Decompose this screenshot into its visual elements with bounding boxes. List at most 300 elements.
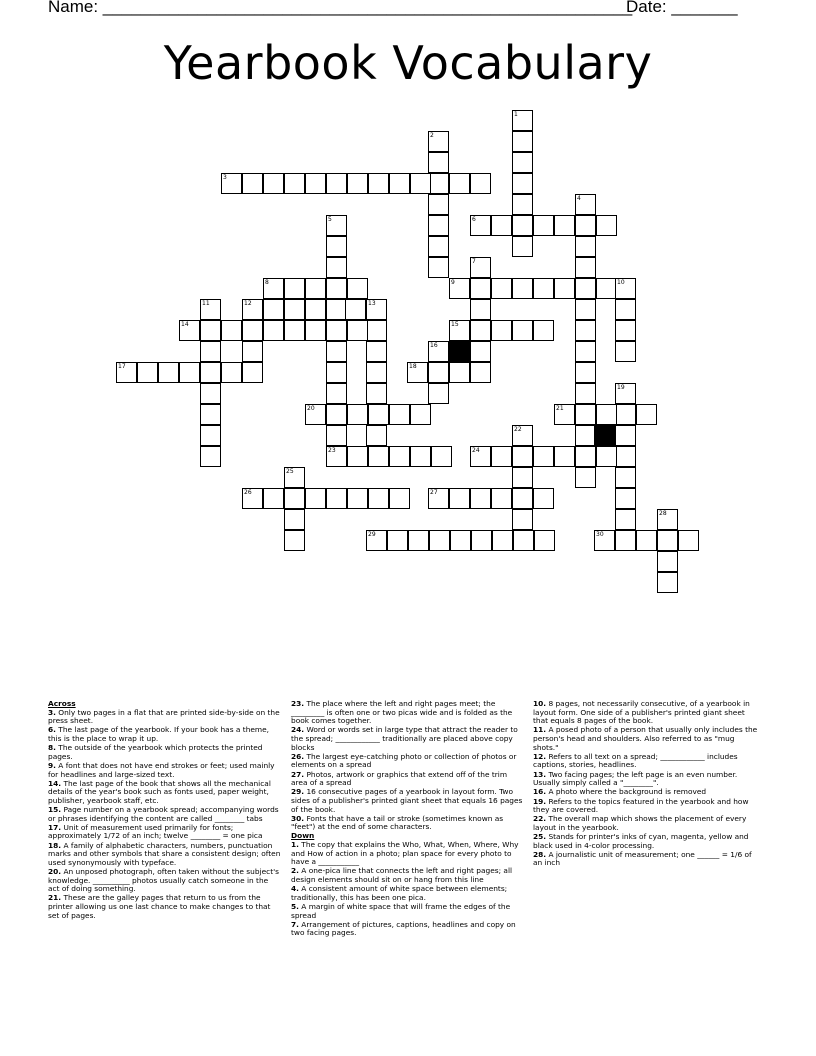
clue-item <box>291 867 523 884</box>
clue-number-label: 10 <box>617 279 625 286</box>
grid-cell[interactable] <box>347 488 368 509</box>
grid-cell[interactable] <box>513 530 534 551</box>
clue-item <box>48 842 282 868</box>
grid-cell[interactable] <box>200 362 221 383</box>
grid-cell[interactable] <box>242 173 263 194</box>
grid-cell[interactable] <box>326 257 347 278</box>
grid-cell[interactable] <box>305 299 326 320</box>
grid-cell[interactable] <box>389 488 410 509</box>
clue-number: 22. <box>533 814 547 824</box>
clue-text: Unit of measurement used primarily for fonts; approximately 1/72 of an inch; twelve ________ = one pica <box>48 822 263 841</box>
grid-cell[interactable] <box>407 362 428 383</box>
grid-cell[interactable] <box>428 215 449 236</box>
grid-cell[interactable] <box>389 446 410 467</box>
clue-number: 28. <box>533 849 547 859</box>
grid-cell[interactable] <box>470 278 491 299</box>
grid-cell[interactable] <box>428 383 449 404</box>
grid-cell[interactable] <box>512 110 533 131</box>
date-field-label[interactable]: Date: _______ <box>626 0 738 16</box>
grid-cell[interactable] <box>368 173 389 194</box>
grid-cell[interactable] <box>534 530 555 551</box>
grid-cell[interactable] <box>491 446 512 467</box>
clue-number: 4. <box>291 884 299 894</box>
grid-cell[interactable] <box>326 425 347 446</box>
grid-cell[interactable] <box>428 236 449 257</box>
grid-cell[interactable] <box>554 404 575 425</box>
grid-cell[interactable] <box>428 173 449 194</box>
clue-number: 18. <box>48 840 62 850</box>
grid-cell[interactable] <box>636 404 657 425</box>
clue-number: 11. <box>533 725 547 735</box>
clue-number: 15. <box>48 805 62 815</box>
grid-cell[interactable] <box>575 299 596 320</box>
clue-item <box>291 815 523 832</box>
grid-cell[interactable] <box>347 404 368 425</box>
grid-cell[interactable] <box>242 320 263 341</box>
clue-text: The place where the left and right pages meet; the _________ is often one or two picas wide and is folded as the book comes together. <box>291 699 513 726</box>
clue-number-label: 3 <box>223 174 227 181</box>
grid-cell[interactable] <box>410 173 431 194</box>
grid-cell[interactable] <box>512 194 533 215</box>
grid-cell[interactable] <box>533 278 554 299</box>
grid-cell[interactable] <box>428 488 449 509</box>
grid-cell[interactable] <box>615 278 636 299</box>
clue-number-label: 7 <box>472 258 476 265</box>
grid-cell[interactable] <box>326 446 347 467</box>
clue-text: A posed photo of a person that usually only includes the person's head and shoulders. Also referred to as "mug shots." <box>533 725 758 752</box>
grid-cell[interactable] <box>389 404 410 425</box>
grid-cell[interactable] <box>284 320 305 341</box>
clue-column-1 <box>48 700 282 921</box>
clue-number-label: 24 <box>472 447 480 454</box>
grid-cell[interactable] <box>326 299 347 320</box>
clue-text: Refers to all text on a spread; ____________ includes captions, stories, headlines. <box>533 751 738 770</box>
grid-cell[interactable] <box>347 446 368 467</box>
grid-cell[interactable] <box>657 530 678 551</box>
clue-number-label: 25 <box>286 468 294 475</box>
clue-number: 23. <box>291 699 305 708</box>
grid-cell[interactable] <box>200 425 221 446</box>
clue-item <box>48 726 282 743</box>
clue-number-label: 27 <box>430 489 438 496</box>
clue-number: 30. <box>291 813 305 823</box>
grid-cell[interactable] <box>470 488 491 509</box>
grid-cell[interactable] <box>366 341 387 362</box>
clue-text: An unposed photograph, often taken without the subject's knowledge. __________ photos usually catch someone in the act of doing something. <box>48 867 279 894</box>
grid-cell[interactable] <box>657 509 678 530</box>
grid-cell[interactable] <box>389 173 410 194</box>
grid-cell[interactable] <box>512 173 533 194</box>
grid-cell[interactable] <box>428 194 449 215</box>
grid-cell[interactable] <box>326 488 347 509</box>
grid-cell[interactable] <box>408 530 429 551</box>
clue-number: 24. <box>291 725 305 735</box>
clue-number-label: 17 <box>118 363 126 370</box>
clue-number-label: 20 <box>307 405 315 412</box>
clue-text: The last page of the book that shows all the mechanical details of the year's book such as fonts used, paper weight, publisher, yearbook staff, etc. <box>48 778 271 805</box>
grid-cell[interactable] <box>284 467 305 488</box>
clue-text: Only two pages in a flat that are printed side-by-side on the press sheet. <box>48 707 280 726</box>
grid-cell[interactable] <box>491 215 512 236</box>
clue-text: Fonts that have a tail or stroke (sometimes known as "feet") at the end of some characters. <box>291 813 504 832</box>
grid-cell[interactable] <box>410 404 431 425</box>
grid-cell[interactable] <box>615 530 636 551</box>
clue-text: A consistent amount of white space between elements; traditionally, this has been one pica. <box>291 884 508 902</box>
clue-number-label: 26 <box>244 489 252 496</box>
grid-cell[interactable] <box>428 257 449 278</box>
grid-cell[interactable] <box>221 320 242 341</box>
grid-cell[interactable] <box>221 173 242 194</box>
clue-text: Arrangement of pictures, captions, headlines and copy on two facing pages. <box>291 919 516 938</box>
clue-text: A margin of white space that will frame the edges of the spread <box>291 902 511 920</box>
grid-cell[interactable] <box>263 299 284 320</box>
page-title: Yearbook Vocabulary <box>163 36 653 90</box>
grid-cell[interactable] <box>470 299 491 320</box>
grid-cell[interactable] <box>449 173 470 194</box>
grid-cell[interactable] <box>368 488 389 509</box>
grid-cell[interactable] <box>429 530 450 551</box>
grid-cell[interactable] <box>366 320 387 341</box>
grid-cell[interactable] <box>512 215 533 236</box>
clue-number-label: 14 <box>181 321 189 328</box>
grid-cell[interactable] <box>533 446 554 467</box>
grid-cell[interactable] <box>594 530 615 551</box>
clue-item <box>533 851 761 868</box>
clue-item <box>291 753 523 770</box>
grid-cell[interactable] <box>575 425 596 446</box>
grid-cell[interactable] <box>575 383 596 404</box>
grid-cell[interactable] <box>284 530 305 551</box>
clue-item <box>533 700 761 726</box>
clue-item <box>291 885 523 902</box>
grid-cell[interactable] <box>347 278 368 299</box>
grid-cell[interactable] <box>449 320 470 341</box>
grid-cell[interactable] <box>575 362 596 383</box>
clue-number-label: 12 <box>244 300 252 307</box>
grid-cell[interactable] <box>657 551 678 572</box>
grid-cell[interactable] <box>366 383 387 404</box>
grid-cell[interactable] <box>615 509 636 530</box>
grid-cell[interactable] <box>575 278 596 299</box>
clue-text: 16 consecutive pages of a yearbook in layout form. Two sides of a publisher's printed giant sheet that equals 16 pages of the book. <box>291 787 523 814</box>
grid-cell[interactable] <box>200 320 221 341</box>
clue-number-label: 28 <box>659 510 667 517</box>
clue-text: A photo where the background is removed <box>546 787 707 797</box>
grid-cell[interactable] <box>410 446 431 467</box>
grid-cell[interactable] <box>366 362 387 383</box>
clue-text: Page number on a yearbook spread; accompanying words or phrases identifying the content are called ________ tabs <box>48 805 279 823</box>
clue-number: 8. <box>48 743 56 753</box>
grid-cell[interactable] <box>200 341 221 362</box>
grid-cell[interactable] <box>116 362 137 383</box>
grid-cell[interactable] <box>533 320 554 341</box>
clue-item <box>48 894 282 920</box>
clue-item <box>291 903 523 920</box>
clue-number: 7. <box>291 919 299 929</box>
grid-cell[interactable] <box>347 173 368 194</box>
grid-cell[interactable] <box>554 446 575 467</box>
grid-block <box>594 425 615 446</box>
grid-cell[interactable] <box>449 278 470 299</box>
clue-number-label: 30 <box>596 531 604 538</box>
clue-text: Word or words set in large type that attract the reader to the spread; ____________ traditionally are placed above copy blocks <box>291 725 518 752</box>
grid-cell[interactable] <box>615 467 636 488</box>
grid-cell[interactable] <box>491 278 512 299</box>
grid-cell[interactable] <box>305 488 326 509</box>
grid-cell[interactable] <box>284 299 305 320</box>
grid-cell[interactable] <box>533 488 554 509</box>
grid-cell[interactable] <box>470 341 491 362</box>
grid-cell[interactable] <box>284 173 305 194</box>
clue-text: 8 pages, not necessarily consecutive, of a yearbook in layout form. One side of a publisher's printed giant sheet that equals 8 pages of the book. <box>533 699 750 726</box>
clue-item <box>291 771 523 788</box>
grid-cell[interactable] <box>284 278 305 299</box>
clue-number-label: 19 <box>617 384 625 391</box>
grid-cell[interactable] <box>636 530 657 551</box>
grid-cell[interactable] <box>575 194 596 215</box>
clue-column-3 <box>533 700 761 869</box>
grid-cell[interactable] <box>449 488 470 509</box>
grid-cell[interactable] <box>242 299 263 320</box>
grid-cell[interactable] <box>533 215 554 236</box>
grid-cell[interactable] <box>428 341 449 362</box>
clue-text: Two facing pages; the left page is an even number. Usually simply called a "________". <box>533 769 738 788</box>
across-heading: Across <box>48 699 76 708</box>
grid-cell[interactable] <box>512 278 533 299</box>
grid-cell[interactable] <box>575 320 596 341</box>
clue-number: 27. <box>291 769 305 779</box>
clue-number: 17. <box>48 822 62 832</box>
clue-item <box>533 771 761 788</box>
clue-number: 10. <box>533 699 547 708</box>
grid-cell[interactable] <box>491 488 512 509</box>
clue-number: 2. <box>291 866 299 876</box>
grid-cell[interactable] <box>366 425 387 446</box>
down-clue-list-continued <box>533 700 761 868</box>
grid-cell[interactable] <box>596 278 617 299</box>
grid-cell[interactable] <box>242 341 263 362</box>
grid-cell[interactable] <box>471 530 492 551</box>
grid-cell[interactable] <box>575 236 596 257</box>
clue-number: 3. <box>48 707 56 717</box>
grid-cell[interactable] <box>347 320 368 341</box>
grid-cell[interactable] <box>512 467 533 488</box>
grid-cell[interactable] <box>326 173 347 194</box>
grid-cell[interactable] <box>575 404 596 425</box>
grid-cell[interactable] <box>470 446 491 467</box>
grid-cell[interactable] <box>284 488 305 509</box>
grid-cell[interactable] <box>179 362 200 383</box>
grid-cell[interactable] <box>512 236 533 257</box>
grid-cell[interactable] <box>326 320 347 341</box>
clue-item <box>291 700 523 726</box>
grid-cell[interactable] <box>615 320 636 341</box>
clue-text: Stands for printer's inks of cyan, magenta, yellow and black used in 4-color processing. <box>533 832 749 850</box>
clue-number: 29. <box>291 787 305 797</box>
clue-number: 1. <box>291 840 299 850</box>
clue-number-label: 8 <box>265 279 269 286</box>
grid-cell[interactable] <box>512 131 533 152</box>
grid-cell[interactable] <box>615 404 636 425</box>
clue-item <box>533 753 761 770</box>
grid-cell[interactable] <box>200 383 221 404</box>
clue-text: A journalistic unit of measurement; one ______ = 1/6 of an inch <box>533 849 752 868</box>
grid-cell[interactable] <box>596 446 617 467</box>
grid-cell[interactable] <box>554 278 575 299</box>
grid-cell[interactable] <box>657 572 678 593</box>
grid-cell[interactable] <box>366 530 387 551</box>
clue-text: The outside of the yearbook which protects the printed pages. <box>48 743 263 761</box>
clue-text: Refers to the topics featured in the yearbook and how they are covered. <box>533 796 749 815</box>
grid-cell[interactable] <box>326 362 347 383</box>
grid-cell[interactable] <box>470 173 491 194</box>
grid-cell[interactable] <box>615 299 636 320</box>
clue-number: 19. <box>533 796 547 806</box>
clue-item <box>291 921 523 938</box>
grid-cell[interactable] <box>450 530 471 551</box>
grid-cell[interactable] <box>326 236 347 257</box>
grid-cell[interactable] <box>200 446 221 467</box>
grid-cell[interactable] <box>221 362 242 383</box>
grid-cell[interactable] <box>512 320 533 341</box>
grid-cell[interactable] <box>575 341 596 362</box>
grid-block <box>449 341 470 362</box>
grid-cell[interactable] <box>368 404 389 425</box>
clue-item <box>533 726 761 752</box>
grid-cell[interactable] <box>428 362 449 383</box>
clue-item <box>291 788 523 814</box>
grid-cell[interactable] <box>368 446 389 467</box>
grid-cell[interactable] <box>470 257 491 278</box>
grid-cell[interactable] <box>492 530 513 551</box>
clue-item <box>533 798 761 815</box>
grid-cell[interactable] <box>326 404 347 425</box>
grid-cell[interactable] <box>596 215 617 236</box>
grid-cell[interactable] <box>512 509 533 530</box>
clue-text: The overall map which shows the placement of every layout in the yearbook. <box>533 814 747 832</box>
grid-cell[interactable] <box>512 425 533 446</box>
grid-cell[interactable] <box>512 488 533 509</box>
grid-cell[interactable] <box>575 467 596 488</box>
grid-cell[interactable] <box>345 299 366 320</box>
grid-cell[interactable] <box>366 299 387 320</box>
clue-number: 5. <box>291 902 299 911</box>
grid-cell[interactable] <box>200 299 221 320</box>
grid-cell[interactable] <box>470 320 491 341</box>
grid-cell[interactable] <box>305 173 326 194</box>
grid-cell[interactable] <box>615 383 636 404</box>
grid-cell[interactable] <box>575 215 596 236</box>
clue-item <box>48 806 282 823</box>
clue-number-label: 13 <box>368 300 376 307</box>
grid-cell[interactable] <box>305 404 326 425</box>
grid-cell[interactable] <box>615 425 636 446</box>
clue-number-label: 18 <box>409 363 417 370</box>
grid-cell[interactable] <box>615 446 636 467</box>
grid-cell[interactable] <box>263 278 284 299</box>
grid-cell[interactable] <box>263 173 284 194</box>
clue-number-label: 21 <box>556 405 564 412</box>
grid-cell[interactable] <box>449 362 470 383</box>
grid-cell[interactable] <box>428 131 449 152</box>
grid-cell[interactable] <box>554 215 575 236</box>
grid-cell[interactable] <box>428 152 449 173</box>
clue-text: The copy that explains the Who, What, When, Where, Why and How of action in a photo; plan space for every photo to have a ___________ <box>291 840 519 867</box>
clue-number-label: 1 <box>514 111 518 118</box>
grid-cell[interactable] <box>491 320 512 341</box>
clue-number-label: 23 <box>328 447 336 454</box>
grid-cell[interactable] <box>575 257 596 278</box>
grid-cell[interactable] <box>615 488 636 509</box>
clue-number-label: 15 <box>451 321 459 328</box>
grid-cell[interactable] <box>326 383 347 404</box>
across-clue-list-continued <box>291 700 523 832</box>
clue-number: 25. <box>533 832 547 842</box>
clue-item <box>48 824 282 841</box>
grid-cell[interactable] <box>512 152 533 173</box>
grid-cell[interactable] <box>326 278 347 299</box>
grid-cell[interactable] <box>137 362 158 383</box>
grid-cell[interactable] <box>158 362 179 383</box>
clue-item <box>533 833 761 850</box>
clue-number-label: 4 <box>577 195 581 202</box>
clue-number: 13. <box>533 769 547 779</box>
grid-cell[interactable] <box>263 488 284 509</box>
grid-cell[interactable] <box>326 341 347 362</box>
clue-text: A one-pica line that connects the left and right pages; all design elements should sit on or hang from this line <box>291 866 513 885</box>
grid-cell[interactable] <box>575 446 596 467</box>
grid-cell[interactable] <box>242 488 263 509</box>
clue-number: 6. <box>48 725 56 735</box>
grid-cell[interactable] <box>678 530 699 551</box>
grid-cell[interactable] <box>470 215 491 236</box>
grid-cell[interactable] <box>305 278 326 299</box>
clue-item <box>291 841 523 867</box>
grid-cell[interactable] <box>431 446 452 467</box>
clue-number-label: 2 <box>430 132 434 139</box>
clue-number: 14. <box>48 778 62 788</box>
clue-number-label: 11 <box>202 300 210 307</box>
name-field-label[interactable]: Name: ________________________________________________________ <box>48 0 633 16</box>
clue-text: The largest eye-catching photo or collection of photos or elements on a spread <box>291 751 517 770</box>
clue-number-label: 16 <box>430 342 438 349</box>
clue-number: 26. <box>291 751 305 761</box>
clue-text: A family of alphabetic characters, numbers, punctuation marks and other symbols that share a consistent design; often used synonymously with typeface. <box>48 840 281 867</box>
grid-cell[interactable] <box>615 341 636 362</box>
grid-cell[interactable] <box>387 530 408 551</box>
clue-number: 21. <box>48 893 62 903</box>
grid-cell[interactable] <box>200 404 221 425</box>
grid-cell[interactable] <box>179 320 200 341</box>
grid-cell[interactable] <box>470 362 491 383</box>
grid-cell[interactable] <box>305 320 326 341</box>
clue-number: 9. <box>48 760 56 770</box>
clue-number-label: 6 <box>472 216 476 223</box>
grid-cell[interactable] <box>596 404 617 425</box>
grid-cell[interactable] <box>326 215 347 236</box>
clue-item <box>48 780 282 806</box>
clue-text: The last page of the yearbook. If your book has a theme, this is the place to wrap it up. <box>48 725 270 743</box>
clue-number-label: 9 <box>451 279 455 286</box>
grid-cell[interactable] <box>512 446 533 467</box>
grid-cell[interactable] <box>284 509 305 530</box>
grid-cell[interactable] <box>242 362 263 383</box>
clue-text: These are the galley pages that return to us from the printer allowing us one last chance to make changes to that set of pages. <box>48 893 271 920</box>
clue-number-label: 5 <box>328 216 332 223</box>
clue-number: 12. <box>533 751 547 761</box>
grid-cell[interactable] <box>263 320 284 341</box>
clue-item <box>48 762 282 779</box>
